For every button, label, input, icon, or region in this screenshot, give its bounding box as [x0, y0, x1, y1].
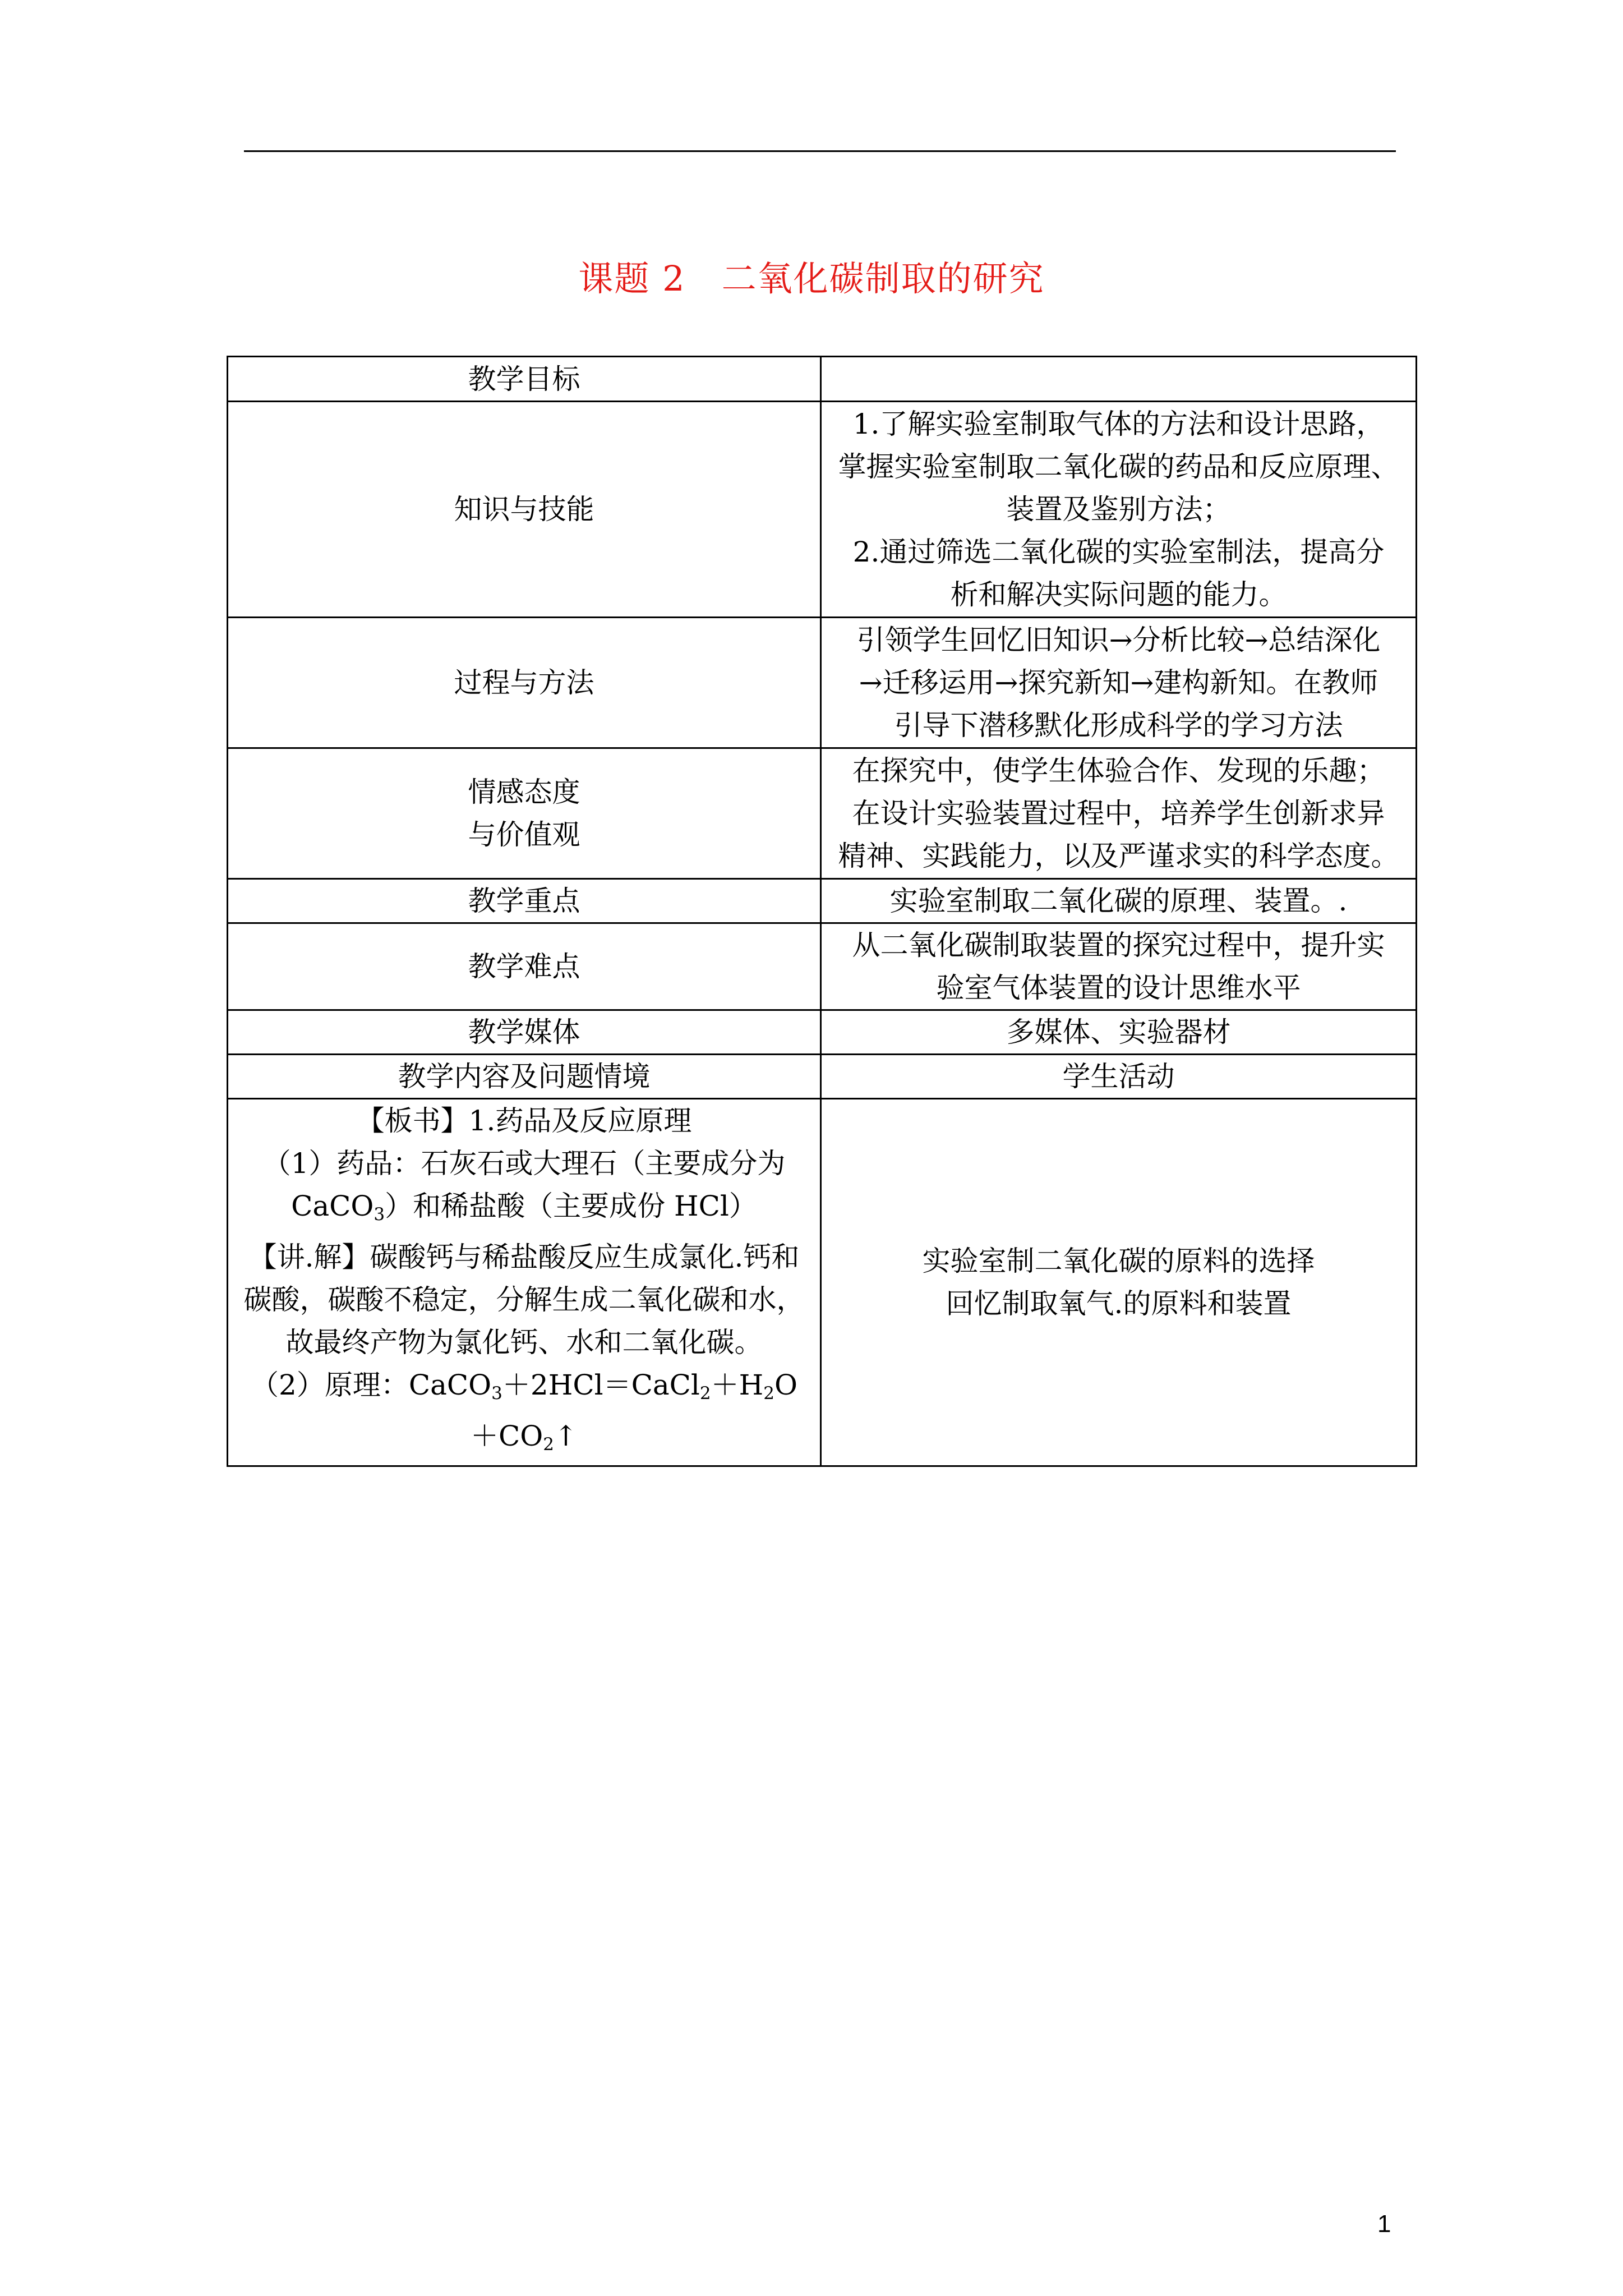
process-line: →迁移运用→探究新知→建构新知。在教师 — [859, 666, 1378, 699]
objectives-header: 教学目标 — [228, 357, 821, 402]
content-text-segment: ）和稀盐酸（主要成份 HCl） — [385, 1190, 757, 1222]
knowledge-text — [821, 402, 1417, 618]
page-title: 课题 2 二氧化碳制取的研究 — [578, 258, 1045, 299]
difficulty-label: 教学难点 — [228, 923, 821, 1010]
reaction-equation — [237, 1364, 811, 1466]
activity-line: 回忆制取氧气.的原料和装置 — [946, 1287, 1292, 1320]
equation-subscript: 2 — [763, 1383, 774, 1404]
process-text — [821, 618, 1417, 748]
objectives-header-empty — [821, 357, 1417, 402]
table-row — [228, 618, 1417, 748]
formula-text: CaCO — [291, 1190, 374, 1222]
difficulty-text — [821, 923, 1417, 1010]
table-row — [228, 923, 1417, 1010]
activity-text — [821, 1099, 1417, 1466]
equation-subscript: 3 — [491, 1383, 502, 1404]
attitude-line: 在探究中，使学生体验合作、发现的乐趣； — [852, 754, 1385, 787]
attitude-label — [228, 748, 821, 879]
lesson-plan-table — [227, 356, 1417, 1467]
activity-header: 学生活动 — [821, 1055, 1417, 1099]
content-line: 碳酸，碳酸不稳定，分解生成二氧化碳和水， — [243, 1283, 805, 1316]
knowledge-line: 1.了解实验室制取气体的方法和设计思路， — [852, 408, 1385, 440]
content-header: 教学内容及问题情境 — [228, 1055, 821, 1099]
media-value: 多媒体、实验器材 — [821, 1010, 1417, 1055]
activity-line: 实验室制二氧化碳的原料的选择 — [922, 1245, 1315, 1278]
attitude-line: 精神、实践能力，以及严谨求实的科学态度。 — [838, 840, 1399, 872]
attitude-label-line: 与价值观 — [468, 818, 580, 851]
content-line: 【板书】1.药品及反应原理 — [356, 1105, 692, 1137]
page-number: 1 — [1377, 2210, 1391, 2238]
knowledge-line: 2.通过筛选二氧化碳的实验室制法，提高分 — [852, 536, 1385, 568]
knowledge-line: 析和解决实际问题的能力。 — [950, 578, 1287, 611]
table-row — [228, 879, 1417, 923]
table-row — [228, 748, 1417, 879]
difficulty-line: 验室气体装置的设计思维水平 — [936, 972, 1301, 1004]
content-line: 【讲.解】碳酸钙与稀盐酸反应生成氯化.钙和 — [248, 1240, 800, 1273]
header-rule — [244, 150, 1396, 152]
equation-subscript: 2 — [543, 1434, 555, 1455]
knowledge-line: 掌握实验室制取二氧化碳的药品和反应原理、 — [838, 450, 1399, 483]
table-row — [228, 1099, 1417, 1466]
equation-segment: ＋2HCl＝CaCl — [502, 1368, 700, 1401]
knowledge-label: 知识与技能 — [228, 402, 821, 618]
formula-subscript: 3 — [374, 1204, 385, 1225]
table-row — [228, 1010, 1417, 1055]
knowledge-line: 装置及鉴别方法； — [1006, 493, 1231, 526]
table-row — [228, 1055, 1417, 1099]
gas-arrow-icon: ↑ — [554, 1419, 578, 1452]
key-label: 教学重点 — [228, 879, 821, 923]
process-line: 引领学生回忆旧知识→分析比较→总结深化 — [856, 624, 1381, 656]
content-text — [228, 1099, 821, 1466]
content-line — [237, 1185, 811, 1236]
equation-subscript: 2 — [699, 1383, 711, 1404]
content-line: 故最终产物为氯化钙、水和二氧化碳。 — [285, 1326, 763, 1359]
attitude-line: 在设计实验装置过程中，培养学生创新求异 — [852, 797, 1385, 830]
attitude-text — [821, 748, 1417, 879]
equation-segment: ＋H — [711, 1368, 764, 1401]
equation-segment: （2）原理：CaCO — [251, 1368, 492, 1401]
table-row — [228, 402, 1417, 618]
process-line: 引导下潜移默化形成科学的学习方法 — [894, 709, 1343, 742]
difficulty-line: 从二氧化碳制取装置的探究过程中，提升实 — [852, 929, 1385, 961]
content-line: （1）药品：石灰石或大理石（主要成分为 — [262, 1147, 786, 1180]
process-label: 过程与方法 — [228, 618, 821, 748]
attitude-label-line: 情感态度 — [468, 776, 580, 808]
table-row — [228, 357, 1417, 402]
equation-segment: O＋CO — [471, 1368, 797, 1452]
key-value: 实验室制取二氧化碳的原理、装置。. — [821, 879, 1417, 923]
media-label: 教学媒体 — [228, 1010, 821, 1055]
